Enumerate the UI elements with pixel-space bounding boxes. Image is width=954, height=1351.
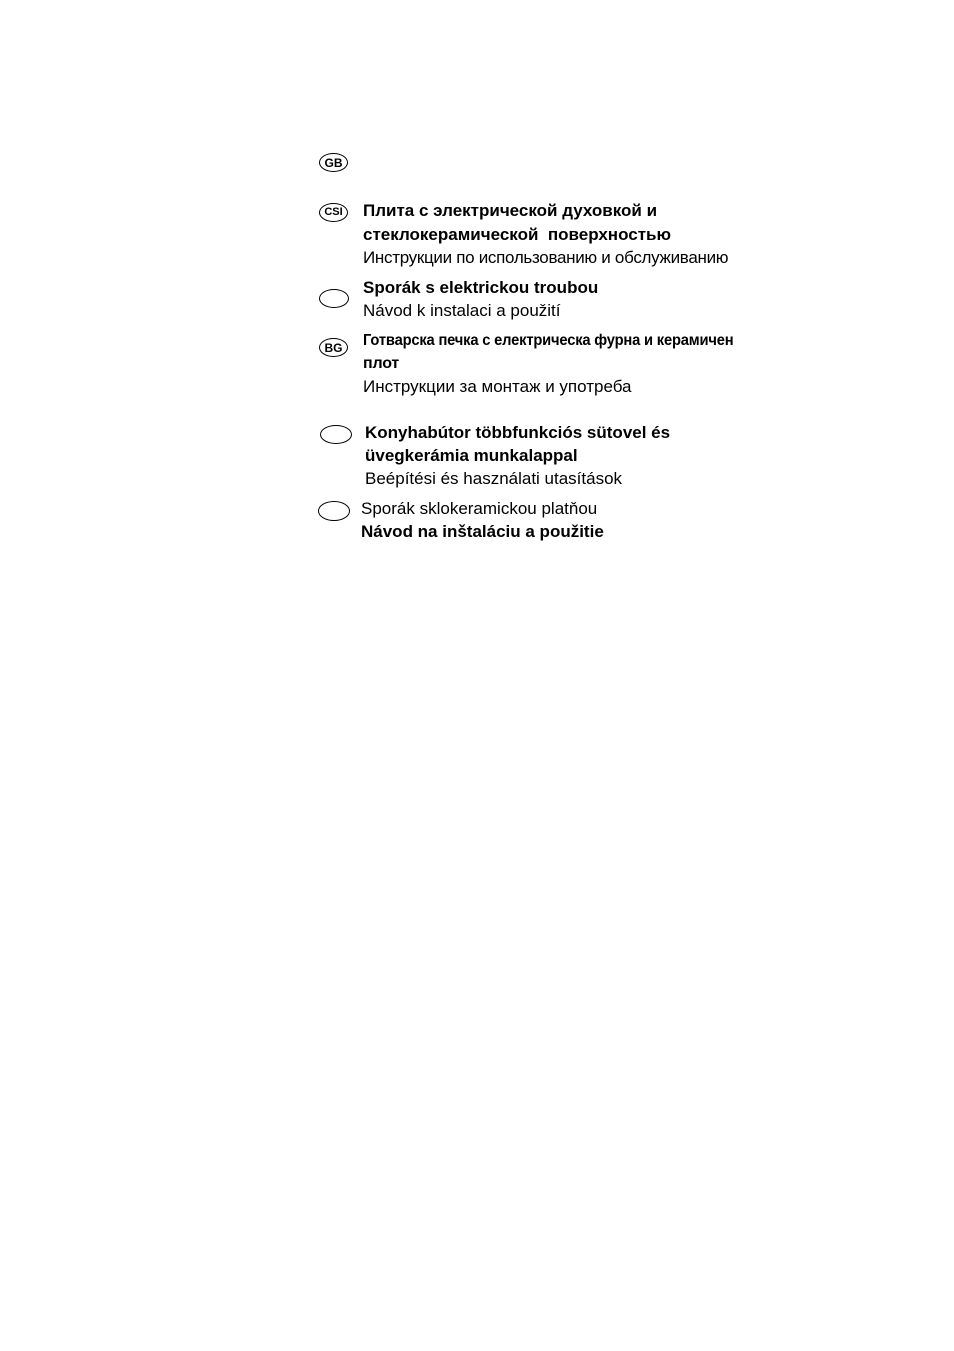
sk-subtitle: Sporák sklokeramickou platňou	[361, 499, 598, 518]
badge-bg-label: BG	[324, 340, 343, 355]
language-badge-csi	[319, 203, 348, 222]
hu-title-line2: üvegkerámia munkalappal	[365, 446, 578, 465]
bg-subtitle: Инструкции за монтаж и употреба	[363, 377, 632, 396]
badge-csi-label: CSI	[324, 206, 343, 218]
language-badge-cz-empty	[319, 289, 349, 308]
bg-title-line2: плот	[363, 355, 400, 372]
cz-title: Sporák s elektrickou troubou	[363, 278, 599, 297]
ru-title-line1: Плита с электрической духовкой и	[363, 201, 658, 220]
language-badge-gb	[319, 153, 348, 172]
ru-title-line2: стеклокерамической поверхностью	[363, 225, 671, 244]
badge-gb-label: GB	[324, 155, 343, 170]
language-badge-sk-empty	[318, 501, 350, 521]
language-badge-hu-empty	[320, 425, 352, 444]
cz-subtitle: Návod k instalaci a použití	[363, 301, 561, 320]
hu-title-line1: Konyhabútor többfunkciós sütovel és	[365, 423, 671, 442]
bg-title-line1: Готварска печка с електрическа фурна и керамичен	[363, 332, 734, 349]
ru-subtitle: Инструкции по использованию и обслуживанию	[363, 248, 729, 267]
hu-subtitle: Beépítési és használati utasítások	[365, 469, 623, 488]
language-badge-bg	[319, 338, 348, 357]
sk-title: Návod na inštaláciu a použitie	[361, 522, 604, 541]
